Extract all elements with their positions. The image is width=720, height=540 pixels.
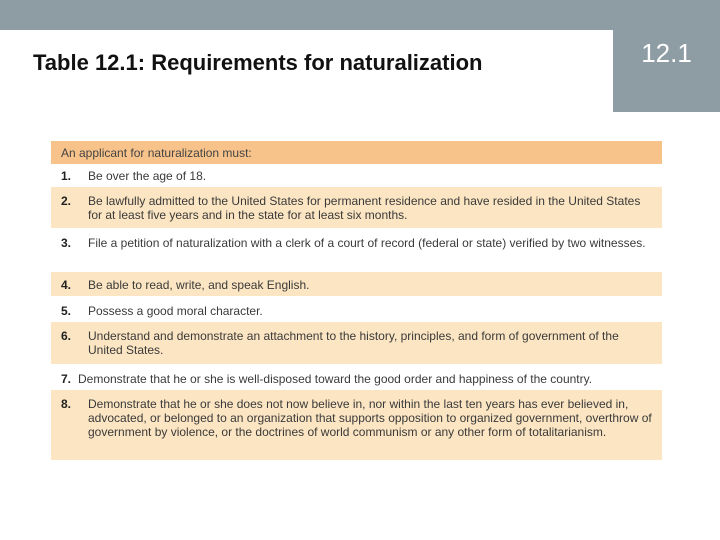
row-text: Demonstrate that he or she does not now believe in, nor within the last ten years has ever believed in, advocated, or belonged to an organization that supports opposition to organized government, overthrow of government by violence, or the doctrines of world communism or any other form of totalitarianism. bbox=[88, 397, 652, 439]
row-number: 7. bbox=[61, 372, 72, 386]
row-number: 4. bbox=[61, 278, 72, 292]
row-text: Be able to read, write, and speak English. bbox=[88, 278, 310, 292]
row-text: Be over the age of 18. bbox=[88, 169, 207, 183]
row-number: 5. bbox=[61, 304, 72, 318]
row-text: Be lawfully admitted to the United States for permanent residence and have resided in the United States for at least five years and in the state for at least six months. bbox=[88, 194, 641, 222]
table-row bbox=[51, 230, 662, 270]
page-title: Table 12.1: Requirements for naturalization bbox=[33, 50, 483, 75]
table-row bbox=[51, 322, 662, 364]
row-text: Possess a good moral character. bbox=[88, 304, 263, 318]
table-row bbox=[51, 366, 662, 388]
row-text: Demonstrate that he or she is well-disposed toward the good order and happiness of the country. bbox=[78, 372, 593, 386]
row-number: 1. bbox=[61, 169, 72, 183]
table-row bbox=[51, 272, 662, 296]
row-number: 6. bbox=[61, 329, 72, 343]
row-number: 3. bbox=[61, 236, 72, 250]
top-bar bbox=[0, 0, 720, 30]
row-text: Understand and demonstrate an attachment to the history, principles, and form of government of the United States. bbox=[88, 329, 619, 357]
table-row bbox=[51, 390, 662, 460]
row-text: File a petition of naturalization with a clerk of a court of record (federal or state) verified by two witnesses. bbox=[88, 236, 646, 250]
table-row bbox=[51, 187, 662, 228]
table-header: An applicant for naturalization must: bbox=[51, 141, 662, 164]
row-number: 2. bbox=[61, 194, 72, 208]
table-row bbox=[51, 166, 662, 185]
row-number: 8. bbox=[61, 397, 72, 411]
table-row bbox=[51, 298, 662, 320]
requirements-table bbox=[51, 141, 662, 460]
section-number: 12.1 bbox=[641, 38, 692, 68]
section-number-box bbox=[613, 0, 720, 112]
